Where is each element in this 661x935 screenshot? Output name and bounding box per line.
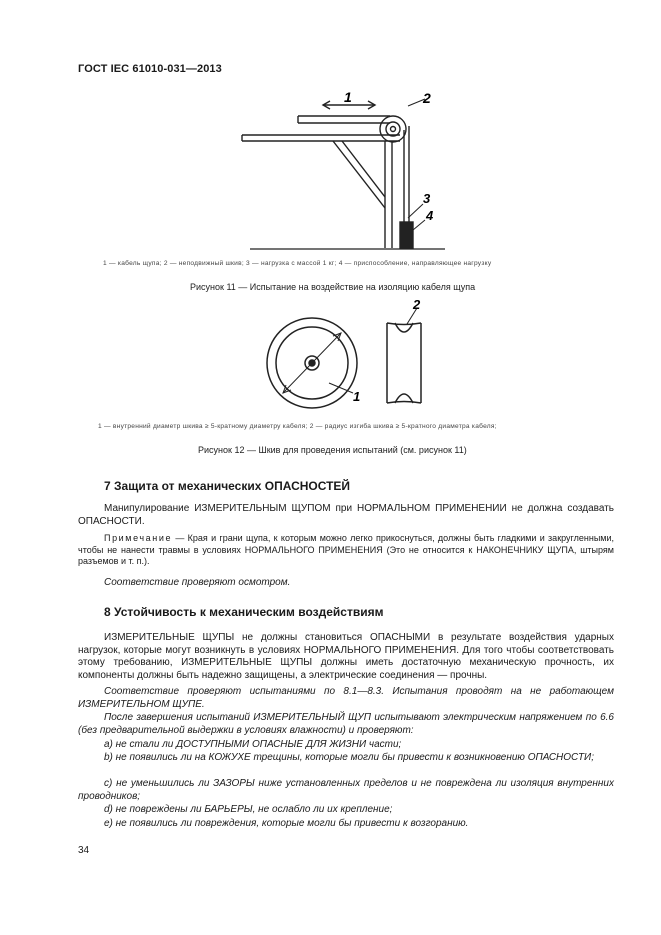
figure-12-caption: Рисунок 12 — Шкив для проведения испытаний (см. рисунок 11)	[198, 445, 467, 455]
fig12-label-1: 1	[353, 389, 361, 404]
page-number: 34	[78, 845, 90, 856]
section-8-title: 8 Устойчивость к механическим воздействиям	[104, 605, 384, 619]
section-7-compliance: Соответствие проверяют осмотром.	[104, 577, 291, 588]
document-header: ГОСТ IEC 61010-031—2013	[78, 63, 222, 75]
label-2: 2	[423, 90, 431, 106]
note-label: Примечание	[104, 533, 173, 543]
label-4: 4	[426, 208, 434, 223]
note-text: — Края и грани щупа, к которым можно легко прикоснуться, должны быть гладкими и закругленными, чтобы не нанести травмы в условиях НОРМАЛЬНОГО ПРИМЕНЕНИЯ (Это не относится к НАКОНЕЧНИКУ ЩУПА, штырям разъемов и т. п.).	[78, 533, 614, 566]
list-item-d: d) не повреждены ли БАРЬЕРЫ, не ослабло ли их крепление;	[104, 804, 393, 815]
figure-11-caption: Рисунок 11 — Испытание на воздействие на изоляцию кабеля щупа	[190, 282, 476, 292]
fig12-label-2: 2	[413, 297, 421, 312]
list-item-b: b) не появились ли на КОЖУХЕ трещины, которые могли бы привести к возникновению ОПАСНОСТИ;	[104, 752, 594, 763]
section-7-title: 7 Защита от механических ОПАСНОСТЕЙ	[104, 479, 351, 493]
section-8-paragraph-3: После завершения испытаний ИЗМЕРИТЕЛЬНЫЙ ЩУП испытывают электрическим напряжением по 6.6 (без предварительной выдержки в условиях влажности) и проверяют:	[78, 712, 614, 736]
list-item-a: a) не стали ли ДОСТУПНЫМИ ОПАСНЫЕ ДЛЯ ЖИЗНИ части;	[104, 739, 402, 750]
figure-12-drawing	[255, 296, 455, 421]
label-3: 3	[423, 191, 431, 206]
figure-12-legend: 1 — внутренний диаметр шкива ≥ 5-кратному диаметру кабеля; 2 — радиус изгиба шкива ≥ 5-кратного диаметра кабеля;	[98, 423, 497, 430]
figure-11-legend: 1 — кабель щупа; 2 — неподвижный шкив; 3 — нагрузка с массой 1 кг; 4 — приспособление, направляющее нагрузку	[103, 260, 492, 267]
load-weight	[400, 222, 413, 248]
section-8-paragraph-1: ИЗМЕРИТЕЛЬНЫЕ ЩУПЫ не должны становиться ОПАСНЫМИ в результате воздействия ударных нагрузок, которые могут возникнуть в условиях НОРМАЛЬНОГО ПРИМЕНЕНИЯ. Для того чтобы соответствовать этому требованию, ИЗМЕРИТЕЛЬНЫЕ ЩУПЫ должны иметь достаточную механическую прочность, их компоненты должны быть надежно защищены, а электрические соединения — прочны.	[78, 632, 614, 681]
section-7-note	[78, 533, 614, 568]
list-item-c: c) не уменьшились ли ЗАЗОРЫ ниже установленных пределов и не повреждена ли изоляция внутренних проводников;	[78, 778, 614, 802]
label-1: 1	[344, 89, 352, 105]
list-item-e: e) не появились ли повреждения, которые могли бы привести к возгоранию.	[104, 818, 469, 829]
diagonal-brace	[333, 141, 385, 208]
figure-11-drawing	[230, 88, 460, 256]
pulley-side-view	[387, 323, 421, 403]
section-8-paragraph-2: Соответствие проверяют испытаниями по 8.1—8.3. Испытания проводят на не работающем ИЗМЕРИТЕЛЬНОМ ЩУПЕ.	[78, 686, 614, 710]
section-7-paragraph: Манипулирование ИЗМЕРИТЕЛЬНЫМ ЩУПОМ при НОРМАЛЬНОМ ПРИМЕНЕНИИ не должна создавать ОПАСНОСТИ.	[78, 503, 614, 527]
fixed-pulley	[380, 116, 406, 142]
